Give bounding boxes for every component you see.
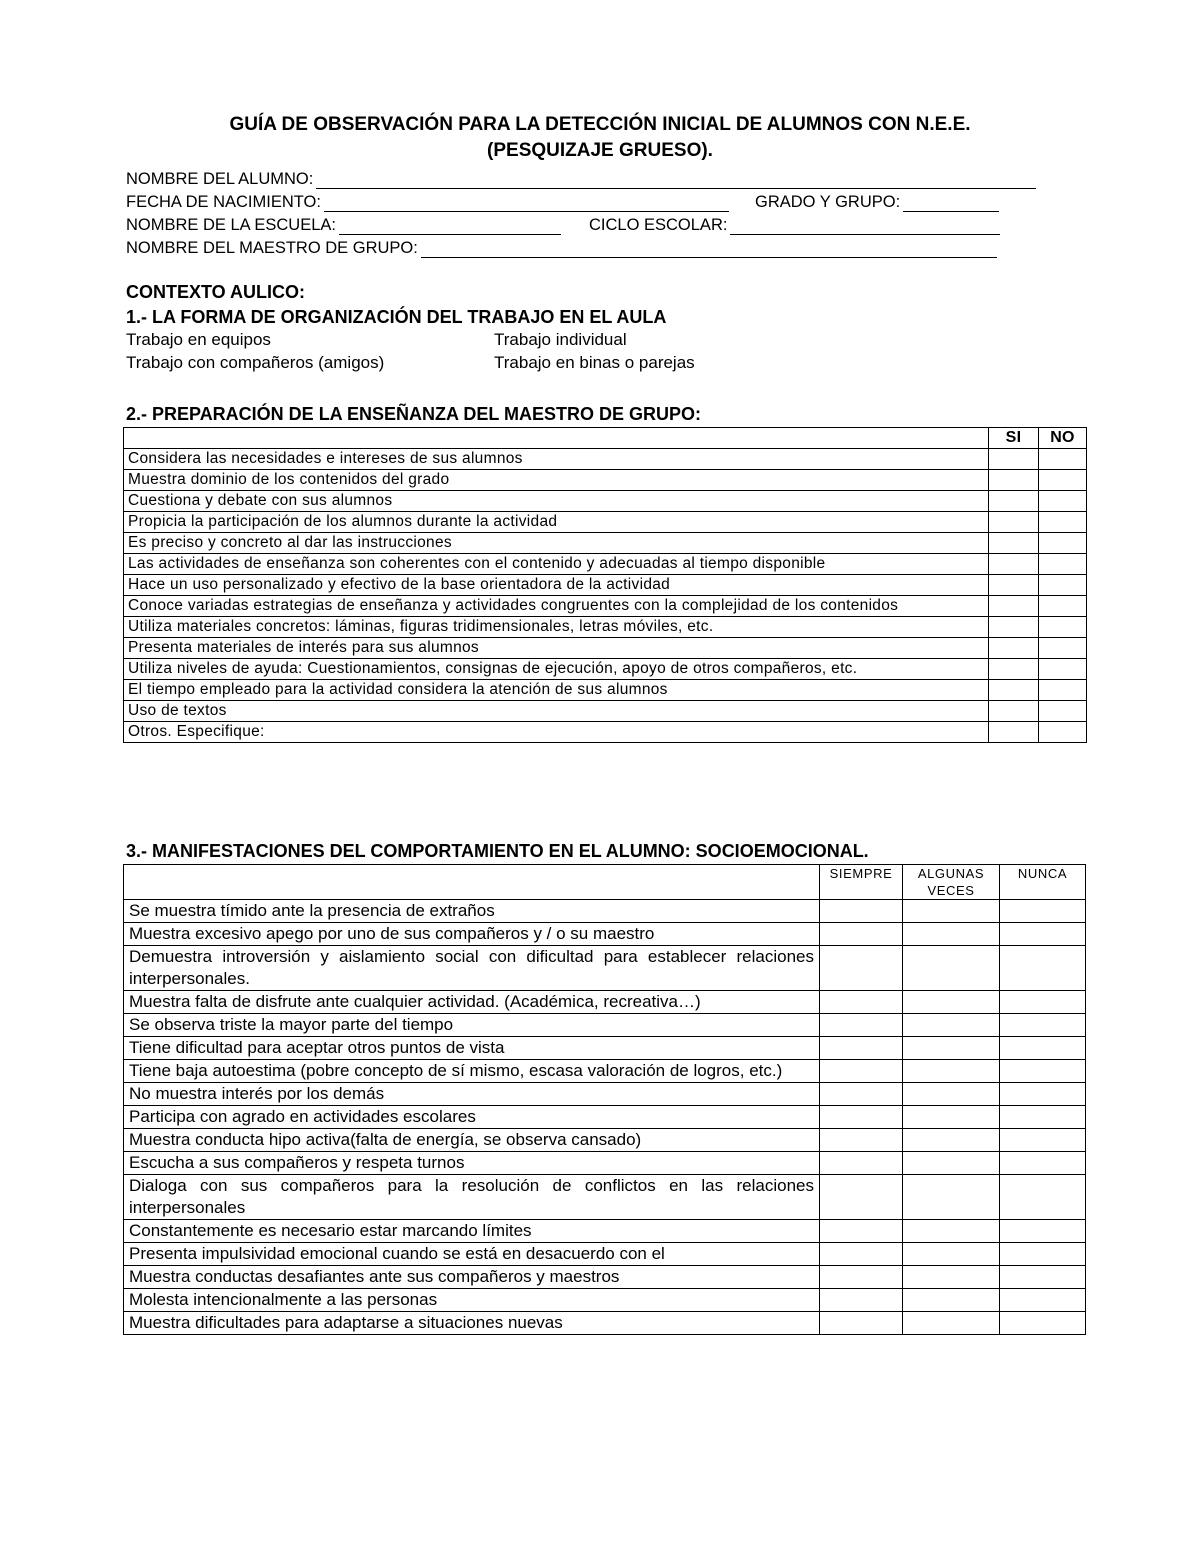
document-title: GUÍA DE OBSERVACIÓN PARA LA DETECCIÓN INICIAL DE ALUMNOS CON N.E.E. <box>229 114 971 135</box>
criterion-label: Presenta impulsividad emocional cuando se está en desacuerdo con el <box>124 1243 820 1266</box>
table-row <box>124 449 1087 470</box>
birth-date-row <box>126 189 1086 212</box>
always-checkbox-cell[interactable] <box>820 1152 903 1175</box>
school-row <box>126 212 1086 235</box>
yes-checkbox-cell[interactable] <box>989 533 1039 554</box>
header-never: NUNCA <box>1000 865 1086 900</box>
table-row <box>124 1083 1086 1106</box>
sometimes-checkbox-cell[interactable] <box>903 1289 1000 1312</box>
sometimes-checkbox-cell[interactable] <box>903 1243 1000 1266</box>
table-row <box>124 617 1087 638</box>
school-cycle-label: CICLO ESCOLAR: <box>588 216 728 234</box>
no-checkbox-cell[interactable] <box>1039 617 1087 638</box>
always-checkbox-cell[interactable] <box>820 1129 903 1152</box>
sometimes-checkbox-cell[interactable] <box>903 1129 1000 1152</box>
table-row <box>124 1312 1086 1335</box>
table-row <box>124 491 1087 512</box>
criterion-label: Dialoga con sus compañeros para la resolución de conflictos en las relaciones interpersonales <box>124 1175 820 1220</box>
sometimes-checkbox-cell[interactable] <box>903 946 1000 991</box>
criterion-label: No muestra interés por los demás <box>124 1083 820 1106</box>
criterion-label: Utiliza niveles de ayuda: Cuestionamientos, consignas de ejecución, apoyo de otros compañeros, etc. <box>124 659 989 680</box>
sometimes-checkbox-cell[interactable] <box>903 1083 1000 1106</box>
table-row <box>124 1220 1086 1243</box>
sometimes-checkbox-cell[interactable] <box>903 1106 1000 1129</box>
table-row <box>124 1014 1086 1037</box>
criterion-label: Participa con agrado en actividades escolares <box>124 1106 820 1129</box>
no-checkbox-cell[interactable] <box>1039 680 1087 701</box>
document-subtitle: (PESQUIZAJE GRUESO). <box>487 140 713 161</box>
never-checkbox-cell[interactable] <box>1000 991 1086 1014</box>
table-row <box>124 512 1087 533</box>
no-checkbox-cell[interactable] <box>1039 659 1087 680</box>
criterion-label: Tiene baja autoestima (pobre concepto de sí mismo, escasa valoración de logros, etc.) <box>124 1060 820 1083</box>
no-checkbox-cell[interactable] <box>1039 596 1087 617</box>
no-checkbox-cell[interactable] <box>1039 701 1087 722</box>
never-checkbox-cell[interactable] <box>1000 1266 1086 1289</box>
never-checkbox-cell[interactable] <box>1000 1129 1086 1152</box>
never-checkbox-cell[interactable] <box>1000 1243 1086 1266</box>
no-checkbox-cell[interactable] <box>1039 638 1087 659</box>
criterion-label: Molesta intencionalmente a las personas <box>124 1289 820 1312</box>
table-row <box>124 659 1087 680</box>
table-row <box>124 923 1086 946</box>
table-row <box>124 1152 1086 1175</box>
criterion-label: Presenta materiales de interés para sus alumnos <box>124 638 989 659</box>
always-checkbox-cell[interactable] <box>820 1220 903 1243</box>
yes-checkbox-cell[interactable] <box>989 617 1039 638</box>
table-row <box>124 596 1087 617</box>
criterion-label: Constantemente es necesario estar marcando límites <box>124 1220 820 1243</box>
no-checkbox-cell[interactable] <box>1039 491 1087 512</box>
always-checkbox-cell[interactable] <box>820 991 903 1014</box>
no-checkbox-cell[interactable] <box>1039 575 1087 596</box>
criterion-label: Muestra conductas desafiantes ante sus compañeros y maestros <box>124 1266 820 1289</box>
always-checkbox-cell[interactable] <box>820 1014 903 1037</box>
always-checkbox-cell[interactable] <box>820 1037 903 1060</box>
no-checkbox-cell[interactable] <box>1039 470 1087 491</box>
always-checkbox-cell[interactable] <box>820 1266 903 1289</box>
table-header-row <box>124 865 1086 900</box>
yes-checkbox-cell[interactable] <box>989 470 1039 491</box>
table-row <box>124 1175 1086 1220</box>
criterion-label: Muestra excesivo apego por uno de sus compañeros y / o su maestro <box>124 923 820 946</box>
sometimes-checkbox-cell[interactable] <box>903 923 1000 946</box>
never-checkbox-cell[interactable] <box>1000 1289 1086 1312</box>
never-checkbox-cell[interactable] <box>1000 1152 1086 1175</box>
sometimes-checkbox-cell[interactable] <box>903 1220 1000 1243</box>
criterion-label: Es preciso y concreto al dar las instrucciones <box>124 533 989 554</box>
criterion-label: Muestra dominio de los contenidos del grado <box>124 470 989 491</box>
criterion-label: Muestra falta de disfrute ante cualquier actividad. (Académica, recreativa…) <box>124 991 820 1014</box>
no-checkbox-cell[interactable] <box>1039 554 1087 575</box>
work-organization-options <box>126 328 695 374</box>
yes-checkbox-cell[interactable] <box>989 554 1039 575</box>
criterion-label: Escucha a sus compañeros y respeta turnos <box>124 1152 820 1175</box>
table-row <box>124 1106 1086 1129</box>
criterion-label: Utiliza materiales concretos: láminas, figuras tridimensionales, letras móviles, etc. <box>124 617 989 638</box>
criterion-label: El tiempo empleado para la actividad considera la atención de sus alumnos <box>124 680 989 701</box>
sometimes-checkbox-cell[interactable] <box>903 1014 1000 1037</box>
header-always: SIEMPRE <box>820 865 903 900</box>
student-name-field[interactable] <box>316 172 1036 189</box>
header-yes: SI <box>989 428 1039 449</box>
criterion-label: Cuestiona y debate con sus alumnos <box>124 491 989 512</box>
context-heading: CONTEXTO AULICO: <box>126 282 305 302</box>
never-checkbox-cell[interactable] <box>1000 1106 1086 1129</box>
teacher-name-field[interactable] <box>421 241 997 258</box>
always-checkbox-cell[interactable] <box>820 1312 903 1335</box>
school-name-label: NOMBRE DE LA ESCUELA: <box>126 216 336 234</box>
grade-group-field[interactable] <box>903 195 999 212</box>
birth-date-label: FECHA DE NACIMIENTO: <box>126 193 321 211</box>
never-checkbox-cell[interactable] <box>1000 923 1086 946</box>
table-row <box>124 1289 1086 1312</box>
table-row <box>124 722 1087 743</box>
yes-checkbox-cell[interactable] <box>989 680 1039 701</box>
criterion-label: Las actividades de enseñanza son coherentes con el contenido y adecuadas al tiempo disponible <box>124 554 989 575</box>
never-checkbox-cell[interactable] <box>1000 1312 1086 1335</box>
never-checkbox-cell[interactable] <box>1000 946 1086 991</box>
yes-checkbox-cell[interactable] <box>989 575 1039 596</box>
sometimes-checkbox-cell[interactable] <box>903 1060 1000 1083</box>
table-row <box>124 470 1087 491</box>
no-checkbox-cell[interactable] <box>1039 512 1087 533</box>
option-pair-work: Trabajo en binas o parejas <box>494 353 695 372</box>
school-cycle-field[interactable] <box>730 218 1000 235</box>
never-checkbox-cell[interactable] <box>1000 900 1086 923</box>
sometimes-checkbox-cell[interactable] <box>903 1175 1000 1220</box>
criterion-label: Otros. Especifique: <box>124 722 989 743</box>
table-row <box>124 533 1087 554</box>
always-checkbox-cell[interactable] <box>820 923 903 946</box>
criterion-label: Hace un uso personalizado y efectivo de la base orientadora de la actividad <box>124 575 989 596</box>
table-row <box>124 1266 1086 1289</box>
sometimes-checkbox-cell[interactable] <box>903 1152 1000 1175</box>
header-blank-cell <box>124 428 989 449</box>
table-row <box>124 1060 1086 1083</box>
always-checkbox-cell[interactable] <box>820 1175 903 1220</box>
sometimes-checkbox-cell[interactable] <box>903 1266 1000 1289</box>
sometimes-checkbox-cell[interactable] <box>903 1037 1000 1060</box>
student-name-row <box>126 166 1086 189</box>
socioemotional-behavior-table <box>123 864 1086 1335</box>
yes-checkbox-cell[interactable] <box>989 491 1039 512</box>
option-team-work: Trabajo en equipos <box>126 330 271 349</box>
criterion-label: Considera las necesidades e intereses de sus alumnos <box>124 449 989 470</box>
table-row <box>124 1129 1086 1152</box>
criterion-label: Muestra conducta hipo activa(falta de energía, se observa cansado) <box>124 1129 820 1152</box>
always-checkbox-cell[interactable] <box>820 1289 903 1312</box>
no-checkbox-cell[interactable] <box>1039 722 1087 743</box>
option-peer-work: Trabajo con compañeros (amigos) <box>126 353 385 372</box>
table-row <box>124 946 1086 991</box>
school-name-field[interactable] <box>339 218 561 235</box>
header-no: NO <box>1039 428 1087 449</box>
section1-title: 1.- LA FORMA DE ORGANIZACIÓN DEL TRABAJO EN EL AULA <box>126 307 667 327</box>
table-row <box>124 638 1087 659</box>
table-row <box>124 701 1087 722</box>
table-row <box>124 680 1087 701</box>
criterion-label: Tiene dificultad para aceptar otros puntos de vista <box>124 1037 820 1060</box>
section2-title: 2.- PREPARACIÓN DE LA ENSEÑANZA DEL MAESTRO DE GRUPO: <box>126 404 702 424</box>
criterion-label: Se muestra tímido ante la presencia de extraños <box>124 900 820 923</box>
header-sometimes: ALGUNAS VECES <box>903 865 1000 900</box>
never-checkbox-cell[interactable] <box>1000 1220 1086 1243</box>
table-row <box>124 554 1087 575</box>
student-name-label: NOMBRE DEL ALUMNO: <box>126 170 314 188</box>
yes-checkbox-cell[interactable] <box>989 449 1039 470</box>
criterion-label: Muestra dificultades para adaptarse a situaciones nuevas <box>124 1312 820 1335</box>
always-checkbox-cell[interactable] <box>820 946 903 991</box>
yes-checkbox-cell[interactable] <box>989 596 1039 617</box>
table-row <box>124 991 1086 1014</box>
table-header-row <box>124 428 1087 449</box>
no-checkbox-cell[interactable] <box>1039 533 1087 554</box>
always-checkbox-cell[interactable] <box>820 1060 903 1083</box>
no-checkbox-cell[interactable] <box>1039 449 1087 470</box>
yes-checkbox-cell[interactable] <box>989 659 1039 680</box>
always-checkbox-cell[interactable] <box>820 1083 903 1106</box>
never-checkbox-cell[interactable] <box>1000 1083 1086 1106</box>
yes-checkbox-cell[interactable] <box>989 638 1039 659</box>
option-individual-work: Trabajo individual <box>494 330 627 349</box>
yes-checkbox-cell[interactable] <box>989 512 1039 533</box>
table-row <box>124 1037 1086 1060</box>
criterion-label: Se observa triste la mayor parte del tiempo <box>124 1014 820 1037</box>
sometimes-checkbox-cell[interactable] <box>903 900 1000 923</box>
header-blank-cell <box>124 865 820 900</box>
sometimes-checkbox-cell[interactable] <box>903 991 1000 1014</box>
never-checkbox-cell[interactable] <box>1000 1175 1086 1220</box>
always-checkbox-cell[interactable] <box>820 1243 903 1266</box>
always-checkbox-cell[interactable] <box>820 900 903 923</box>
criterion-label: Conoce variadas estrategias de enseñanza y actividades congruentes con la complejidad de los contenidos <box>124 596 989 617</box>
criterion-label: Uso de textos <box>124 701 989 722</box>
teacher-preparation-table <box>123 427 1087 743</box>
never-checkbox-cell[interactable] <box>1000 1014 1086 1037</box>
never-checkbox-cell[interactable] <box>1000 1060 1086 1083</box>
yes-checkbox-cell[interactable] <box>989 701 1039 722</box>
teacher-row <box>126 235 1086 258</box>
table-row <box>124 1243 1086 1266</box>
criterion-label: Propicia la participación de los alumnos durante la actividad <box>124 512 989 533</box>
student-info-fields <box>126 166 1086 258</box>
criterion-label: Demuestra introversión y aislamiento social con dificultad para establecer relaciones interpersonales. <box>124 946 820 991</box>
never-checkbox-cell[interactable] <box>1000 1037 1086 1060</box>
birth-date-field[interactable] <box>324 195 729 212</box>
section3-title: 3.- MANIFESTACIONES DEL COMPORTAMIENTO EN EL ALUMNO: SOCIOEMOCIONAL. <box>126 841 869 861</box>
yes-checkbox-cell[interactable] <box>989 722 1039 743</box>
sometimes-checkbox-cell[interactable] <box>903 1312 1000 1335</box>
grade-group-label: GRADO Y GRUPO: <box>754 193 901 211</box>
teacher-name-label: NOMBRE DEL MAESTRO DE GRUPO: <box>126 239 418 257</box>
always-checkbox-cell[interactable] <box>820 1106 903 1129</box>
table-row <box>124 575 1087 596</box>
table-row <box>124 900 1086 923</box>
